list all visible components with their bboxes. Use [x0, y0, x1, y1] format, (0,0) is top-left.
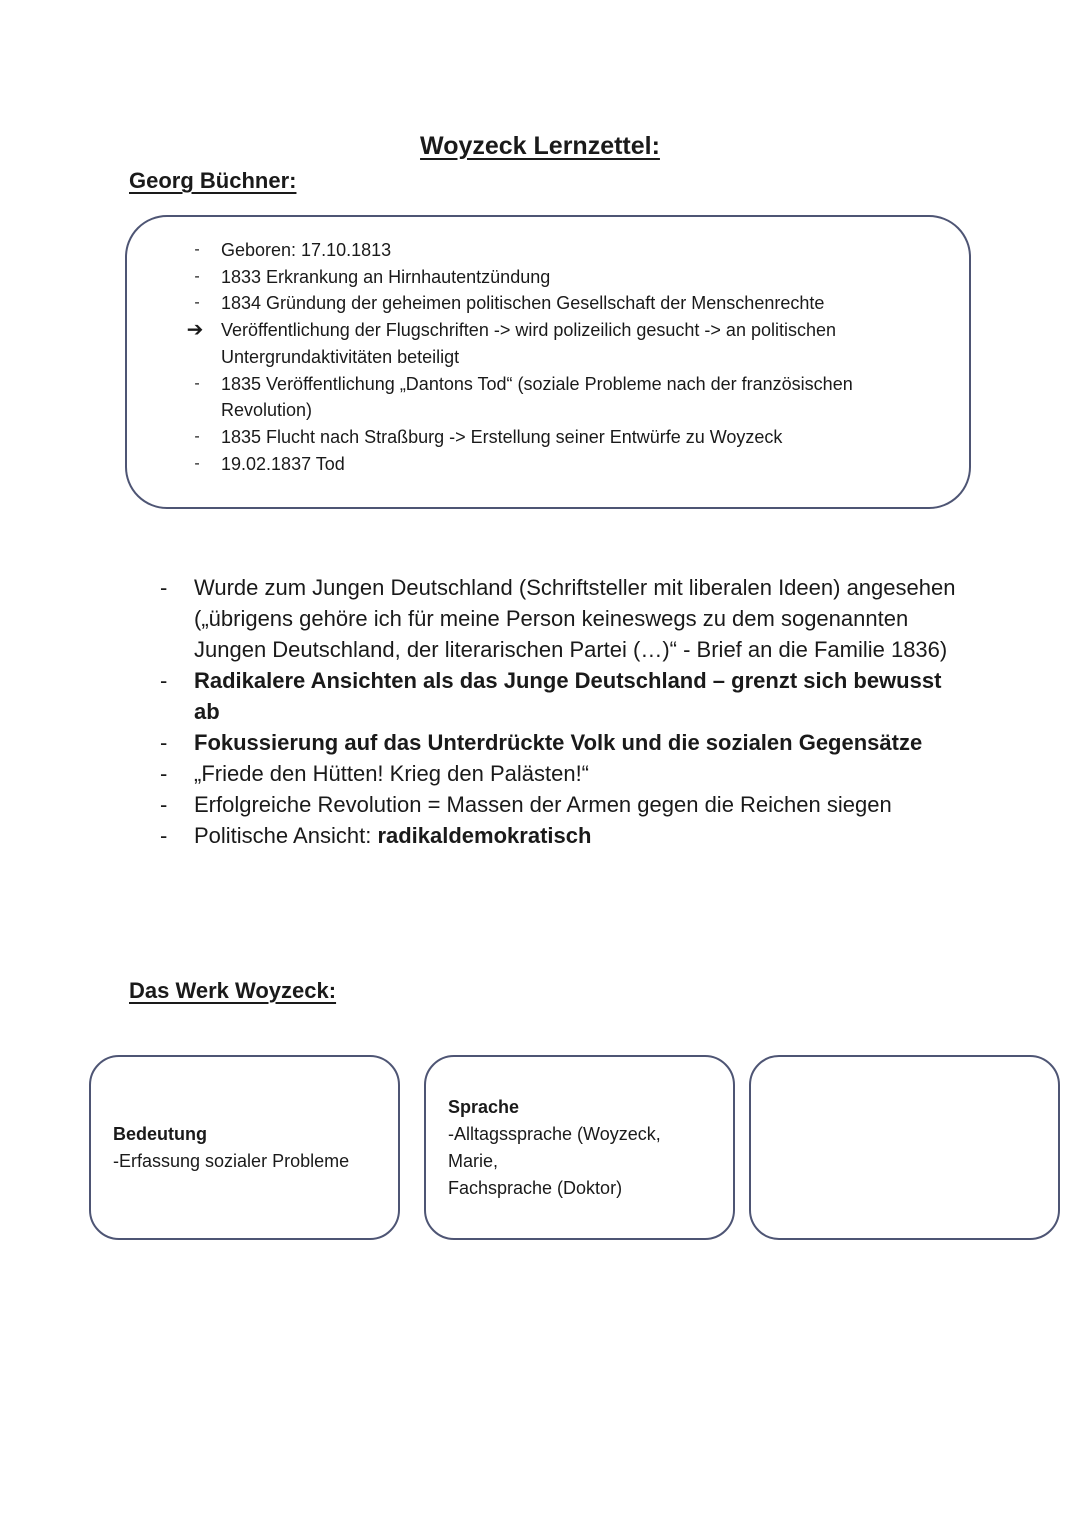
dash-bullet: - — [160, 792, 168, 817]
section-heading-georg-buechner: Georg Büchner: — [129, 168, 297, 193]
card-line: -Erfassung sozialer Probleme — [113, 1150, 350, 1171]
dash-bullet: - — [194, 294, 200, 312]
card-sprache — [424, 1055, 735, 1240]
biography-item: - 19.02.1837 Tod — [187, 451, 947, 478]
card-line: Fachsprache (Doktor) — [448, 1177, 623, 1198]
dash-bullet: - — [194, 267, 200, 285]
biography-item: ➔ Veröffentlichung der Flugschriften -> wird polizeilich gesucht -> an politischen Untergrundaktivitäten beteiligt — [186, 319, 837, 367]
dash-bullet: - — [160, 575, 168, 600]
biography-item: - 1835 Flucht nach Straßburg -> Erstellung seiner Entwürfe zu Woyzeck — [187, 424, 947, 451]
card-empty — [749, 1055, 1060, 1240]
dash-bullet: - — [160, 730, 168, 755]
section-heading-das-werk-woyzeck: Das Werk Woyzeck: — [129, 978, 337, 1003]
point-item: - Politische Ansicht: radikaldemokratisch — [160, 820, 960, 851]
dash-bullet: - — [194, 241, 200, 258]
biography-item: - Geboren: 17.10.1813 — [187, 237, 947, 264]
dash-bullet: - — [160, 761, 168, 786]
card-title: Bedeutung — [113, 1123, 207, 1144]
biography-box — [125, 215, 971, 509]
dash-bullet: - — [194, 454, 200, 472]
point-item: - „Friede den Hütten! Krieg den Palästen!“ — [160, 758, 960, 789]
point-item: - Radikalere Ansichten als das Junge Deutschland – grenzt sich bewusst ab — [160, 665, 960, 727]
biography-list — [187, 237, 947, 477]
card-line: Marie, — [448, 1150, 499, 1171]
dash-bullet: - — [160, 668, 168, 693]
biography-item: - 1834 Gründung der geheimen politischen Gesellschaft der Menschenrechte — [187, 290, 947, 317]
card-bedeutung — [89, 1055, 400, 1240]
point-item: - Erfolgreiche Revolution = Massen der Armen gegen die Reichen siegen — [160, 789, 960, 820]
point-item: - Fokussierung auf das Unterdrückte Volk und die sozialen Gegensätze — [160, 727, 960, 758]
biography-item: - 1833 Erkrankung an Hirnhautentzündung — [187, 264, 947, 291]
dash-bullet: - — [160, 823, 168, 848]
dash-bullet: - — [194, 427, 200, 445]
biography-item: - 1835 Veröffentlichung „Dantons Tod“ (soziale Probleme nach der französischen Revolution) — [187, 371, 947, 424]
arrow-right-icon: ➔ — [186, 319, 204, 342]
card-line: -Alltagssprache (Woyzeck, — [448, 1123, 661, 1144]
point-item: - Wurde zum Jungen Deutschland (Schriftsteller mit liberalen Ideen) angesehen („übrigens gehöre ich für meine Person keineswegs zu dem sogenannten Jungen Deutschland, der literarischen Partei (…)“ - Brief an die Familie 1836) — [160, 572, 960, 665]
card-title: Sprache — [448, 1096, 520, 1117]
dash-bullet: - — [194, 374, 200, 392]
page-title: Woyzeck Lernzettel: — [420, 132, 660, 160]
buechner-points-list — [160, 572, 960, 851]
